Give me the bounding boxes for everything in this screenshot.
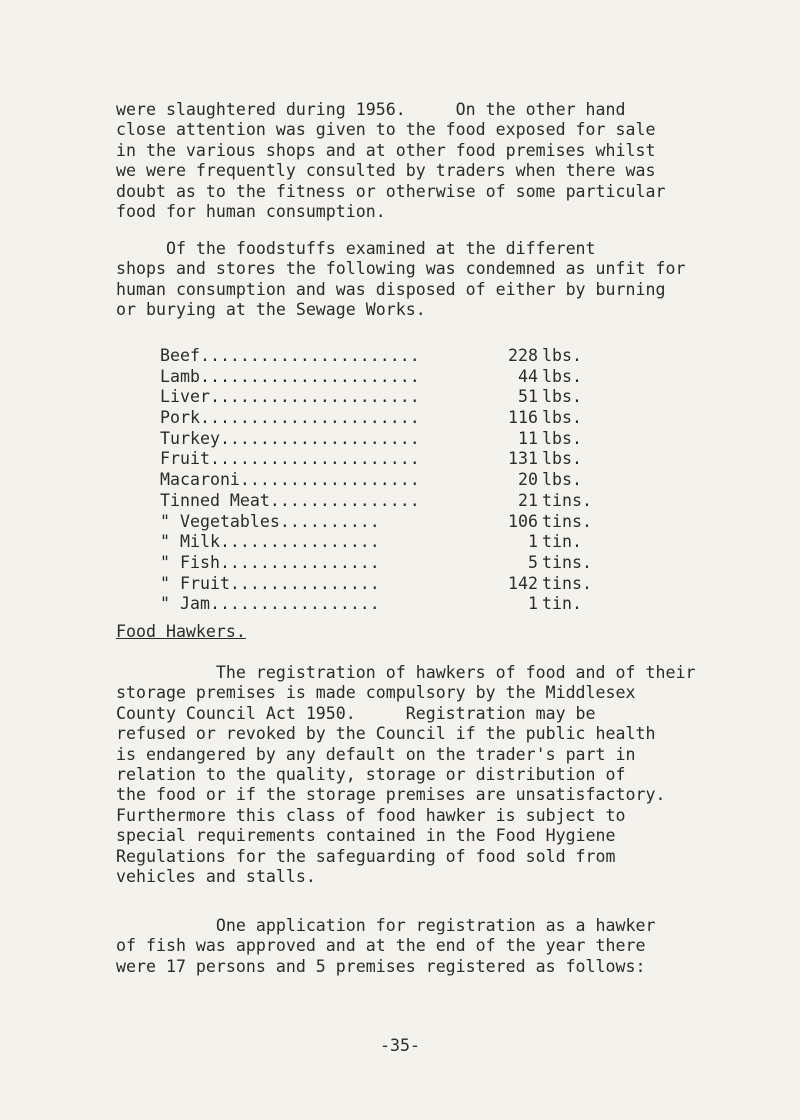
table-row <box>160 594 620 615</box>
condemned-foodstuffs-table <box>160 346 620 615</box>
item-unit: tin. <box>542 594 582 614</box>
item-quantity: 228 <box>508 346 538 365</box>
item-label: Lamb...................... <box>160 366 420 386</box>
table-row <box>160 512 620 533</box>
item-unit: lbs. <box>542 408 582 428</box>
application-paragraph: One application for registration as a hawker of fish was approved and at the end of the year there were 17 persons and 5 premises registered as follows: <box>116 916 656 976</box>
item-quantity: 1 <box>528 532 538 552</box>
item-label: Pork...................... <box>160 408 420 428</box>
item-label: Tinned Meat............... <box>160 490 420 510</box>
intro-paragraph: were slaughtered during 1956. On the other hand close attention was given to the food exposed for sale in the various shops and at other food premises whilst we were frequently consulted by traders when there was doubt as to the fitness or otherwise of some particular food for human consumption. <box>116 100 666 222</box>
table-row <box>160 553 620 574</box>
item-quantity: 106 <box>508 511 538 531</box>
item-unit: tin. <box>542 532 582 552</box>
item-label: " Vegetables.......... <box>160 511 380 531</box>
item-unit: tins. <box>542 573 592 593</box>
item-label: " Fish................ <box>160 552 380 572</box>
item-quantity: 116 <box>508 408 538 428</box>
item-unit: lbs. <box>542 387 582 407</box>
condemned-foodstuffs-paragraph: Of the foodstuffs examined at the different shops and stores the following was condemned as unfit for human consumption and was disposed of either by burning or burying at the Sewage Works. <box>116 239 686 320</box>
item-unit: lbs. <box>542 346 582 365</box>
item-unit: lbs. <box>542 428 582 448</box>
table-row <box>160 470 620 491</box>
item-label: Macaroni.................. <box>160 470 420 490</box>
item-quantity: 11 <box>518 428 538 448</box>
page-number: -35- <box>380 1036 420 1055</box>
item-quantity: 142 <box>508 573 538 593</box>
item-label: Turkey.................... <box>160 428 420 448</box>
food-hawkers-heading: Food Hawkers. <box>116 622 246 641</box>
item-label: " Jam................. <box>160 594 380 614</box>
item-unit: lbs. <box>542 470 582 490</box>
item-unit: tins. <box>542 511 592 531</box>
item-quantity: 21 <box>518 490 538 510</box>
item-quantity: 44 <box>518 366 538 386</box>
item-unit: lbs. <box>542 366 582 386</box>
table-row <box>160 429 620 450</box>
table-row <box>160 408 620 429</box>
table-row <box>160 574 620 595</box>
table-row <box>160 449 620 470</box>
item-quantity: 20 <box>518 470 538 490</box>
item-quantity: 1 <box>528 594 538 614</box>
item-label: " Fruit............... <box>160 573 380 593</box>
item-unit: tins. <box>542 490 592 510</box>
item-quantity: 131 <box>508 449 538 469</box>
registration-paragraph: The registration of hawkers of food and of their storage premises is made compulsory by the Middlesex County Council Act 1950. Registration may be refused or revoked by the Council if the public health is endangered by any default on the trader's part in relation to the quality, storage or distribution of the food or if the storage premises are unsatisfactory. Furthermore this class of food hawker is subject to special requirements contained in the Food Hygiene Regulations for the safeguarding of food sold from vehicles and stalls. <box>116 663 696 887</box>
item-label: Fruit..................... <box>160 449 420 469</box>
table-row <box>160 367 620 388</box>
item-label: " Milk................ <box>160 532 380 552</box>
item-unit: tins. <box>542 552 592 572</box>
table-row <box>160 387 620 408</box>
item-quantity: 51 <box>518 387 538 407</box>
item-label: Liver..................... <box>160 387 420 407</box>
table-row <box>160 491 620 512</box>
item-quantity: 5 <box>528 552 538 572</box>
item-label: Beef...................... <box>160 346 420 365</box>
item-unit: lbs. <box>542 449 582 469</box>
table-row <box>160 532 620 553</box>
table-row <box>160 346 620 367</box>
